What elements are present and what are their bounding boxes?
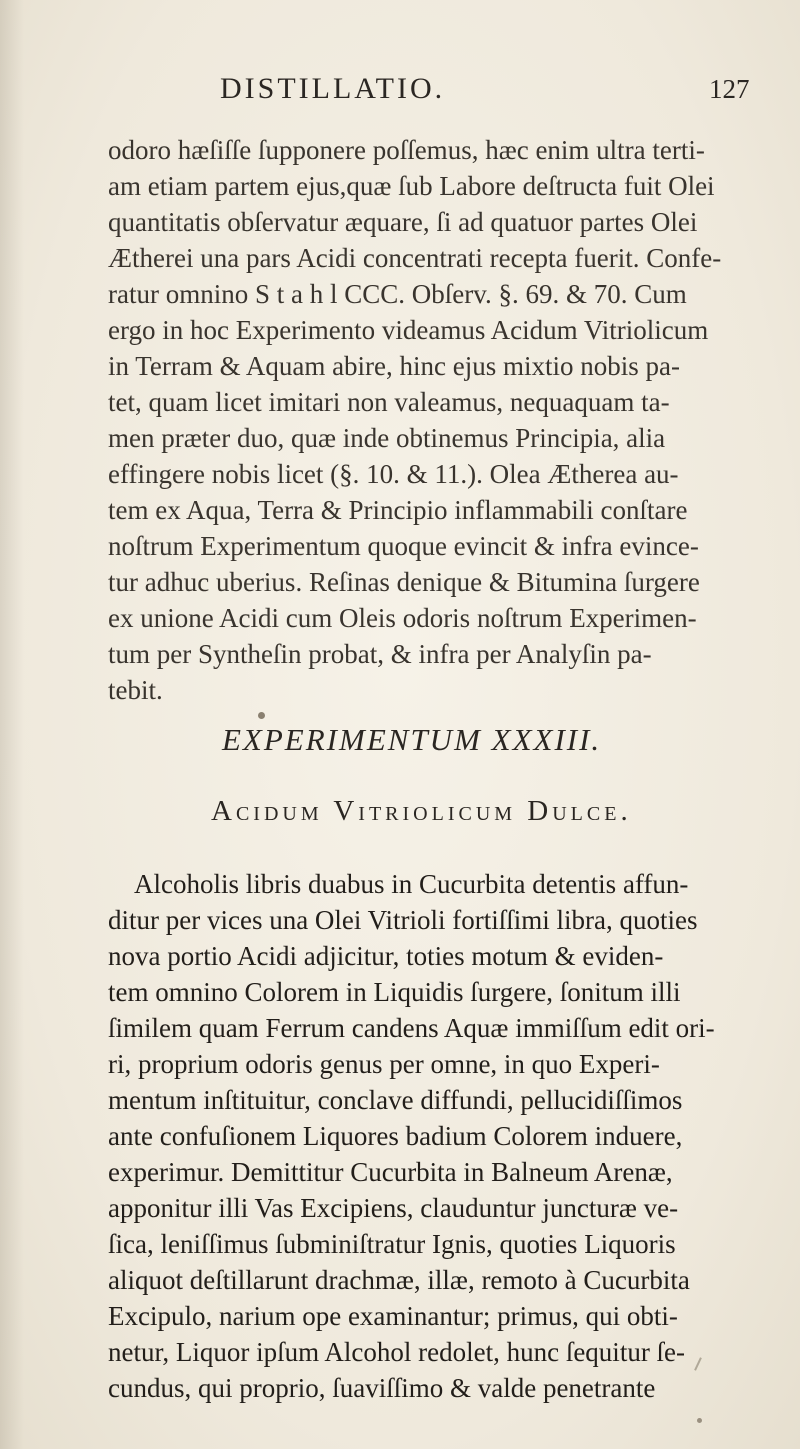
paper-speck (697, 1418, 702, 1423)
text-line: quantitatis obſervatur æquare, ſi ad quatuor partes Olei (108, 207, 698, 237)
text-line: ditur per vices una Olei Vitrioli fortiſſimi libra, quoties (108, 905, 698, 935)
text-line: am etiam partem ejus,quæ ſub Labore deſtructa fuit Olei (108, 171, 715, 201)
text-line: odoro hæſiſſe ſupponere poſſemus, hæc enim ultra terti- (108, 135, 705, 165)
page-number: 127 (709, 74, 750, 104)
text-line: tur adhuc uberius. Reſinas denique & Bitumina ſurgere (108, 567, 700, 597)
ornament-dot (258, 712, 265, 719)
text-line: men præter duo, quæ inde obtinemus Principia, alia (108, 423, 666, 453)
text-line: ergo in hoc Experimento videamus Acidum Vitriolicum (108, 315, 709, 345)
text-line: Alcoholis libris duabus in Cucurbita detentis affun- (134, 869, 689, 899)
text-line: tebit. (108, 675, 163, 705)
text-line: ex unione Acidi cum Oleis odoris noſtrum Experimen- (108, 603, 697, 633)
running-head (0, 72, 800, 112)
text-line: experimur. Demittitur Cucurbita in Balneum Arenæ, (108, 1157, 673, 1187)
text-line: apponitur illi Vas Excipiens, clauduntur juncturæ ve- (108, 1193, 679, 1223)
text-line: ante confuſionem Liquores badium Colorem induere, (108, 1121, 683, 1151)
experiment-subtitle: Acidum Vitriolicum Dulce. (211, 795, 632, 827)
text-line: tem omnino Colorem in Liquidis ſurgere, ſonitum illi (108, 977, 681, 1007)
text-line: Excipulo, narium ope examinantur; primus, qui obti- (108, 1301, 678, 1331)
text-line: aliquot deſtillarunt drachmæ, illæ, remoto à Cucurbita (108, 1265, 690, 1295)
text-line: ratur omnino S t a h l CCC. Obſerv. §. 69. & 70. Cum (108, 279, 687, 309)
paper-mark (694, 1357, 702, 1371)
text-line: tum per Syntheſin probat, & infra per Analyſin pa- (108, 639, 652, 669)
text-line: tem ex Aqua, Terra & Principio inflammabili conſtare (108, 495, 688, 525)
text-line: mentum inſtituitur, conclave diffundi, pellucidiſſimos (108, 1085, 683, 1115)
text-line: netur, Liquor ipſum Alcohol redolet, hunc ſequitur ſe- (108, 1337, 686, 1367)
text-line: effingere nobis licet (§. 10. & 11.). Olea Ætherea au- (108, 459, 679, 489)
experiment-title: EXPERIMENTUM XXXIII. (222, 722, 602, 757)
text-line: nova portio Acidi adjicitur, toties motum & eviden- (108, 941, 664, 971)
text-line: noſtrum Experimentum quoque evincit & infra evince- (108, 531, 699, 561)
text-line: ri, proprium odoris genus per omne, in quo Experi- (108, 1049, 660, 1079)
text-line: ſica, leniſſimus ſubminiſtratur Ignis, quoties Liquoris (108, 1229, 676, 1259)
running-title: DISTILLATIO. (220, 72, 446, 105)
text-line: tet, quam licet imitari non valeamus, nequaquam ta- (108, 387, 670, 417)
text-line: cundus, qui proprio, ſuaviſſimo & valde penetrante (108, 1373, 656, 1403)
text-line: Ætherei una pars Acidi concentrati recepta fuerit. Confe- (108, 243, 722, 273)
text-line: in Terram & Aquam abire, hinc ejus mixtio nobis pa- (108, 351, 680, 381)
page-gutter-shadow (0, 0, 24, 1449)
text-line: ſimilem quam Ferrum candens Aquæ immiſſum edit ori- (108, 1013, 715, 1043)
